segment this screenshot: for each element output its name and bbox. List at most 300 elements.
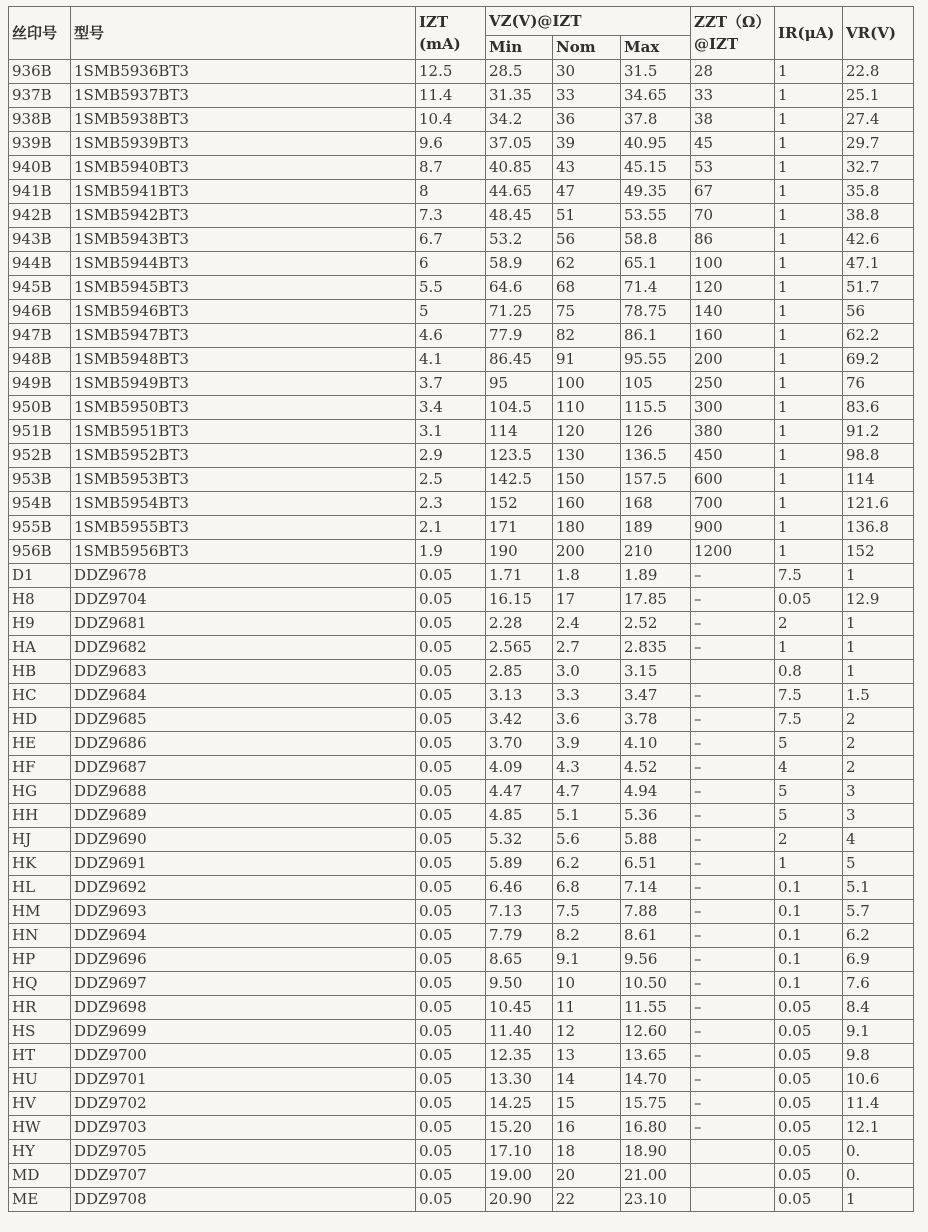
cell-ir: 1	[775, 228, 843, 252]
cell-model: DDZ9685	[71, 708, 416, 732]
cell-vz-max: 65.1	[621, 252, 691, 276]
cell-zzt: 53	[691, 156, 775, 180]
cell-mark: HN	[9, 924, 71, 948]
cell-izt: 0.05	[416, 876, 486, 900]
table-row	[9, 636, 914, 660]
table-row	[9, 972, 914, 996]
table-row	[9, 996, 914, 1020]
cell-ir: 0.05	[775, 1068, 843, 1092]
table-row	[9, 1020, 914, 1044]
cell-model: 1SMB5945BT3	[71, 276, 416, 300]
cell-zzt: 120	[691, 276, 775, 300]
cell-vz-max: 45.15	[621, 156, 691, 180]
cell-vz-max: 3.78	[621, 708, 691, 732]
table-row	[9, 108, 914, 132]
table-row	[9, 348, 914, 372]
cell-mark: HK	[9, 852, 71, 876]
table-row	[9, 732, 914, 756]
cell-vz-max: 3.15	[621, 660, 691, 684]
cell-vz-min: 4.09	[486, 756, 553, 780]
cell-vz-max: 126	[621, 420, 691, 444]
cell-vz-nom: 11	[553, 996, 621, 1020]
cell-model: 1SMB5952BT3	[71, 444, 416, 468]
cell-ir: 0.05	[775, 1020, 843, 1044]
table-row	[9, 780, 914, 804]
cell-vr: 76	[843, 372, 914, 396]
table-row	[9, 540, 914, 564]
cell-mark: HS	[9, 1020, 71, 1044]
cell-zzt: 1200	[691, 540, 775, 564]
table-row	[9, 1044, 914, 1068]
cell-zzt: –	[691, 852, 775, 876]
cell-model: DDZ9697	[71, 972, 416, 996]
cell-izt: 4.6	[416, 324, 486, 348]
cell-mark: D1	[9, 564, 71, 588]
cell-vz-min: 152	[486, 492, 553, 516]
cell-ir: 0.1	[775, 972, 843, 996]
cell-ir: 1	[775, 852, 843, 876]
cell-mark: 940B	[9, 156, 71, 180]
cell-model: DDZ9678	[71, 564, 416, 588]
cell-mark: HD	[9, 708, 71, 732]
cell-vz-nom: 56	[553, 228, 621, 252]
cell-mark: H9	[9, 612, 71, 636]
cell-vr: 10.6	[843, 1068, 914, 1092]
cell-izt: 0.05	[416, 948, 486, 972]
cell-model: DDZ9691	[71, 852, 416, 876]
cell-mark: 947B	[9, 324, 71, 348]
cell-vz-nom: 6.2	[553, 852, 621, 876]
cell-izt: 3.4	[416, 396, 486, 420]
cell-vz-max: 37.8	[621, 108, 691, 132]
header-mark: 丝印号	[9, 7, 71, 60]
cell-vz-nom: 62	[553, 252, 621, 276]
cell-model: DDZ9690	[71, 828, 416, 852]
cell-vr: 42.6	[843, 228, 914, 252]
cell-zzt: –	[691, 996, 775, 1020]
cell-izt: 0.05	[416, 660, 486, 684]
cell-model: 1SMB5942BT3	[71, 204, 416, 228]
cell-vr: 56	[843, 300, 914, 324]
cell-vz-max: 2.835	[621, 636, 691, 660]
cell-vz-max: 13.65	[621, 1044, 691, 1068]
cell-vr: 3	[843, 780, 914, 804]
cell-model: DDZ9698	[71, 996, 416, 1020]
cell-vz-nom: 4.3	[553, 756, 621, 780]
cell-vz-min: 2.28	[486, 612, 553, 636]
cell-vz-min: 20.90	[486, 1188, 553, 1212]
cell-vz-nom: 2.4	[553, 612, 621, 636]
cell-mark: HL	[9, 876, 71, 900]
cell-vz-max: 14.70	[621, 1068, 691, 1092]
table-row	[9, 132, 914, 156]
cell-izt: 0.05	[416, 804, 486, 828]
cell-model: 1SMB5948BT3	[71, 348, 416, 372]
cell-vz-nom: 13	[553, 1044, 621, 1068]
cell-model: DDZ9704	[71, 588, 416, 612]
cell-vz-min: 86.45	[486, 348, 553, 372]
cell-vr: 0.	[843, 1140, 914, 1164]
cell-model: DDZ9693	[71, 900, 416, 924]
cell-zzt: 67	[691, 180, 775, 204]
cell-model: 1SMB5940BT3	[71, 156, 416, 180]
cell-vr: 12.1	[843, 1116, 914, 1140]
cell-mark: HY	[9, 1140, 71, 1164]
table-row	[9, 1140, 914, 1164]
cell-vz-min: 17.10	[486, 1140, 553, 1164]
cell-izt: 6	[416, 252, 486, 276]
cell-model: 1SMB5951BT3	[71, 420, 416, 444]
cell-vr: 6.9	[843, 948, 914, 972]
cell-vz-min: 4.85	[486, 804, 553, 828]
cell-zzt: –	[691, 588, 775, 612]
cell-izt: 0.05	[416, 1140, 486, 1164]
cell-mark: 943B	[9, 228, 71, 252]
cell-izt: 7.3	[416, 204, 486, 228]
cell-vr: 38.8	[843, 204, 914, 228]
table-row	[9, 876, 914, 900]
cell-mark: 937B	[9, 84, 71, 108]
cell-ir: 1	[775, 156, 843, 180]
cell-izt: 0.05	[416, 1020, 486, 1044]
cell-ir: 5	[775, 780, 843, 804]
cell-model: 1SMB5941BT3	[71, 180, 416, 204]
cell-model: DDZ9688	[71, 780, 416, 804]
cell-vz-max: 11.55	[621, 996, 691, 1020]
cell-ir: 1	[775, 636, 843, 660]
table-row	[9, 804, 914, 828]
cell-vz-min: 6.46	[486, 876, 553, 900]
cell-vz-min: 3.13	[486, 684, 553, 708]
cell-vz-min: 12.35	[486, 1044, 553, 1068]
cell-vr: 1	[843, 660, 914, 684]
cell-vz-nom: 18	[553, 1140, 621, 1164]
cell-izt: 0.05	[416, 1164, 486, 1188]
cell-vr: 2	[843, 708, 914, 732]
cell-vz-min: 44.65	[486, 180, 553, 204]
cell-vz-min: 190	[486, 540, 553, 564]
cell-vr: 121.6	[843, 492, 914, 516]
cell-mark: 936B	[9, 60, 71, 84]
cell-mark: 950B	[9, 396, 71, 420]
cell-vz-max: 6.51	[621, 852, 691, 876]
cell-vz-nom: 15	[553, 1092, 621, 1116]
cell-vz-min: 123.5	[486, 444, 553, 468]
table-row	[9, 372, 914, 396]
cell-izt: 0.05	[416, 684, 486, 708]
cell-ir: 2	[775, 612, 843, 636]
table-row	[9, 1164, 914, 1188]
cell-ir: 1	[775, 468, 843, 492]
cell-ir: 0.1	[775, 948, 843, 972]
cell-vz-nom: 12	[553, 1020, 621, 1044]
cell-vr: 8.4	[843, 996, 914, 1020]
cell-izt: 0.05	[416, 852, 486, 876]
cell-vz-min: 2.565	[486, 636, 553, 660]
cell-ir: 1	[775, 300, 843, 324]
cell-mark: 955B	[9, 516, 71, 540]
cell-vz-nom: 82	[553, 324, 621, 348]
table-row	[9, 444, 914, 468]
cell-model: 1SMB5937BT3	[71, 84, 416, 108]
table-row	[9, 852, 914, 876]
zener-spec-table	[8, 6, 914, 1212]
cell-ir: 7.5	[775, 708, 843, 732]
cell-vz-max: 49.35	[621, 180, 691, 204]
cell-vz-max: 7.88	[621, 900, 691, 924]
cell-vz-min: 64.6	[486, 276, 553, 300]
cell-mark: 948B	[9, 348, 71, 372]
cell-model: 1SMB5944BT3	[71, 252, 416, 276]
header-ir: IR(μA)	[775, 7, 843, 60]
cell-vz-min: 142.5	[486, 468, 553, 492]
cell-ir: 0.05	[775, 1140, 843, 1164]
cell-mark: HM	[9, 900, 71, 924]
cell-vz-max: 16.80	[621, 1116, 691, 1140]
cell-ir: 0.1	[775, 900, 843, 924]
cell-vz-min: 10.45	[486, 996, 553, 1020]
cell-izt: 0.05	[416, 732, 486, 756]
cell-izt: 0.05	[416, 1116, 486, 1140]
cell-vz-max: 210	[621, 540, 691, 564]
header-vr: VR(V)	[843, 7, 914, 60]
cell-izt: 0.05	[416, 1188, 486, 1212]
cell-vz-max: 3.47	[621, 684, 691, 708]
cell-mark: 949B	[9, 372, 71, 396]
cell-ir: 1	[775, 396, 843, 420]
header-zzt-line2: @IZT	[694, 35, 739, 53]
table-row	[9, 156, 914, 180]
cell-mark: HV	[9, 1092, 71, 1116]
cell-izt: 5.5	[416, 276, 486, 300]
cell-vz-nom: 5.6	[553, 828, 621, 852]
cell-model: 1SMB5939BT3	[71, 132, 416, 156]
cell-zzt: –	[691, 1092, 775, 1116]
cell-izt: 3.1	[416, 420, 486, 444]
cell-vr: 0.	[843, 1164, 914, 1188]
cell-zzt: –	[691, 612, 775, 636]
table-row	[9, 684, 914, 708]
cell-vz-min: 7.79	[486, 924, 553, 948]
cell-mark: HA	[9, 636, 71, 660]
cell-vz-max: 31.5	[621, 60, 691, 84]
cell-vz-nom: 150	[553, 468, 621, 492]
cell-vz-min: 11.40	[486, 1020, 553, 1044]
table-row	[9, 420, 914, 444]
cell-mark: 938B	[9, 108, 71, 132]
cell-vz-max: 15.75	[621, 1092, 691, 1116]
cell-ir: 1	[775, 444, 843, 468]
cell-zzt: 70	[691, 204, 775, 228]
table-row	[9, 228, 914, 252]
cell-vz-nom: 17	[553, 588, 621, 612]
cell-zzt: –	[691, 1020, 775, 1044]
cell-zzt: –	[691, 1116, 775, 1140]
cell-vz-nom: 7.5	[553, 900, 621, 924]
cell-model: 1SMB5936BT3	[71, 60, 416, 84]
cell-vz-max: 5.36	[621, 804, 691, 828]
cell-zzt: 100	[691, 252, 775, 276]
cell-vz-max: 34.65	[621, 84, 691, 108]
cell-vz-max: 4.94	[621, 780, 691, 804]
cell-ir: 1	[775, 276, 843, 300]
cell-vr: 11.4	[843, 1092, 914, 1116]
table-row	[9, 612, 914, 636]
cell-vz-max: 10.50	[621, 972, 691, 996]
cell-vr: 9.8	[843, 1044, 914, 1068]
cell-vz-max: 1.89	[621, 564, 691, 588]
cell-mark: HB	[9, 660, 71, 684]
cell-ir: 0.05	[775, 1116, 843, 1140]
cell-model: DDZ9705	[71, 1140, 416, 1164]
cell-vz-max: 7.14	[621, 876, 691, 900]
cell-vz-max: 71.4	[621, 276, 691, 300]
cell-model: DDZ9694	[71, 924, 416, 948]
table-row	[9, 468, 914, 492]
cell-model: 1SMB5954BT3	[71, 492, 416, 516]
cell-zzt: –	[691, 1068, 775, 1092]
cell-model: DDZ9708	[71, 1188, 416, 1212]
cell-vz-min: 4.47	[486, 780, 553, 804]
table-row	[9, 828, 914, 852]
cell-zzt: 700	[691, 492, 775, 516]
cell-vz-min: 34.2	[486, 108, 553, 132]
cell-izt: 10.4	[416, 108, 486, 132]
cell-ir: 0.1	[775, 924, 843, 948]
table-row	[9, 756, 914, 780]
cell-mark: H8	[9, 588, 71, 612]
cell-izt: 0.05	[416, 1044, 486, 1068]
cell-vz-min: 37.05	[486, 132, 553, 156]
table-row	[9, 588, 914, 612]
cell-vr: 27.4	[843, 108, 914, 132]
cell-vz-nom: 68	[553, 276, 621, 300]
header-izt	[416, 7, 486, 60]
cell-vz-nom: 8.2	[553, 924, 621, 948]
cell-model: DDZ9707	[71, 1164, 416, 1188]
cell-vz-max: 136.5	[621, 444, 691, 468]
cell-mark: HQ	[9, 972, 71, 996]
cell-vz-min: 58.9	[486, 252, 553, 276]
cell-zzt: 600	[691, 468, 775, 492]
cell-zzt: –	[691, 900, 775, 924]
cell-vz-min: 2.85	[486, 660, 553, 684]
cell-ir: 5	[775, 804, 843, 828]
cell-ir: 0.05	[775, 1188, 843, 1212]
cell-mark: HR	[9, 996, 71, 1020]
cell-izt: 2.5	[416, 468, 486, 492]
cell-vr: 69.2	[843, 348, 914, 372]
cell-vz-nom: 47	[553, 180, 621, 204]
cell-zzt: –	[691, 948, 775, 972]
cell-ir: 5	[775, 732, 843, 756]
cell-ir: 7.5	[775, 684, 843, 708]
cell-model: 1SMB5949BT3	[71, 372, 416, 396]
cell-vr: 32.7	[843, 156, 914, 180]
cell-izt: 3.7	[416, 372, 486, 396]
cell-vz-nom: 16	[553, 1116, 621, 1140]
cell-vz-max: 95.55	[621, 348, 691, 372]
cell-vz-nom: 14	[553, 1068, 621, 1092]
cell-mark: 942B	[9, 204, 71, 228]
cell-ir: 0.1	[775, 876, 843, 900]
cell-model: DDZ9702	[71, 1092, 416, 1116]
cell-model: 1SMB5938BT3	[71, 108, 416, 132]
cell-mark: HP	[9, 948, 71, 972]
cell-izt: 12.5	[416, 60, 486, 84]
table-row	[9, 60, 914, 84]
cell-mark: HC	[9, 684, 71, 708]
cell-vz-max: 58.8	[621, 228, 691, 252]
cell-vz-max: 189	[621, 516, 691, 540]
cell-ir: 4	[775, 756, 843, 780]
table-row	[9, 948, 914, 972]
cell-vz-nom: 120	[553, 420, 621, 444]
cell-model: DDZ9681	[71, 612, 416, 636]
cell-vr: 1	[843, 564, 914, 588]
cell-zzt: –	[691, 924, 775, 948]
cell-vz-min: 71.25	[486, 300, 553, 324]
cell-mark: HT	[9, 1044, 71, 1068]
table-row	[9, 84, 914, 108]
cell-vr: 35.8	[843, 180, 914, 204]
cell-mark: MD	[9, 1164, 71, 1188]
cell-model: DDZ9703	[71, 1116, 416, 1140]
cell-zzt: –	[691, 828, 775, 852]
cell-vr: 62.2	[843, 324, 914, 348]
cell-model: DDZ9684	[71, 684, 416, 708]
cell-vr: 12.9	[843, 588, 914, 612]
cell-vz-min: 53.2	[486, 228, 553, 252]
cell-vz-min: 1.71	[486, 564, 553, 588]
table-body	[9, 60, 914, 1212]
table-row	[9, 300, 914, 324]
header-vz-group: VZ(V)@IZT	[486, 7, 691, 36]
cell-zzt: 250	[691, 372, 775, 396]
cell-vz-max: 21.00	[621, 1164, 691, 1188]
cell-model: 1SMB5953BT3	[71, 468, 416, 492]
header-izt-line2: (mA)	[419, 35, 461, 53]
cell-mark: 956B	[9, 540, 71, 564]
cell-vz-nom: 200	[553, 540, 621, 564]
cell-vz-nom: 39	[553, 132, 621, 156]
cell-zzt: –	[691, 804, 775, 828]
table-row	[9, 276, 914, 300]
cell-vz-nom: 110	[553, 396, 621, 420]
cell-vz-max: 2.52	[621, 612, 691, 636]
header-row-1	[9, 7, 914, 36]
cell-izt: 9.6	[416, 132, 486, 156]
cell-zzt: 300	[691, 396, 775, 420]
cell-vz-nom: 130	[553, 444, 621, 468]
cell-vr: 83.6	[843, 396, 914, 420]
cell-zzt: –	[691, 684, 775, 708]
cell-model: 1SMB5955BT3	[71, 516, 416, 540]
table-row	[9, 1116, 914, 1140]
cell-ir: 0.05	[775, 996, 843, 1020]
cell-mark: 953B	[9, 468, 71, 492]
header-zzt-line1: ZZT（Ω）	[694, 13, 771, 31]
cell-zzt: 45	[691, 132, 775, 156]
cell-ir: 0.05	[775, 1092, 843, 1116]
cell-zzt: 450	[691, 444, 775, 468]
cell-ir: 1	[775, 252, 843, 276]
table-row	[9, 204, 914, 228]
cell-vr: 47.1	[843, 252, 914, 276]
cell-mark: HE	[9, 732, 71, 756]
cell-vz-nom: 5.1	[553, 804, 621, 828]
table-row	[9, 1092, 914, 1116]
